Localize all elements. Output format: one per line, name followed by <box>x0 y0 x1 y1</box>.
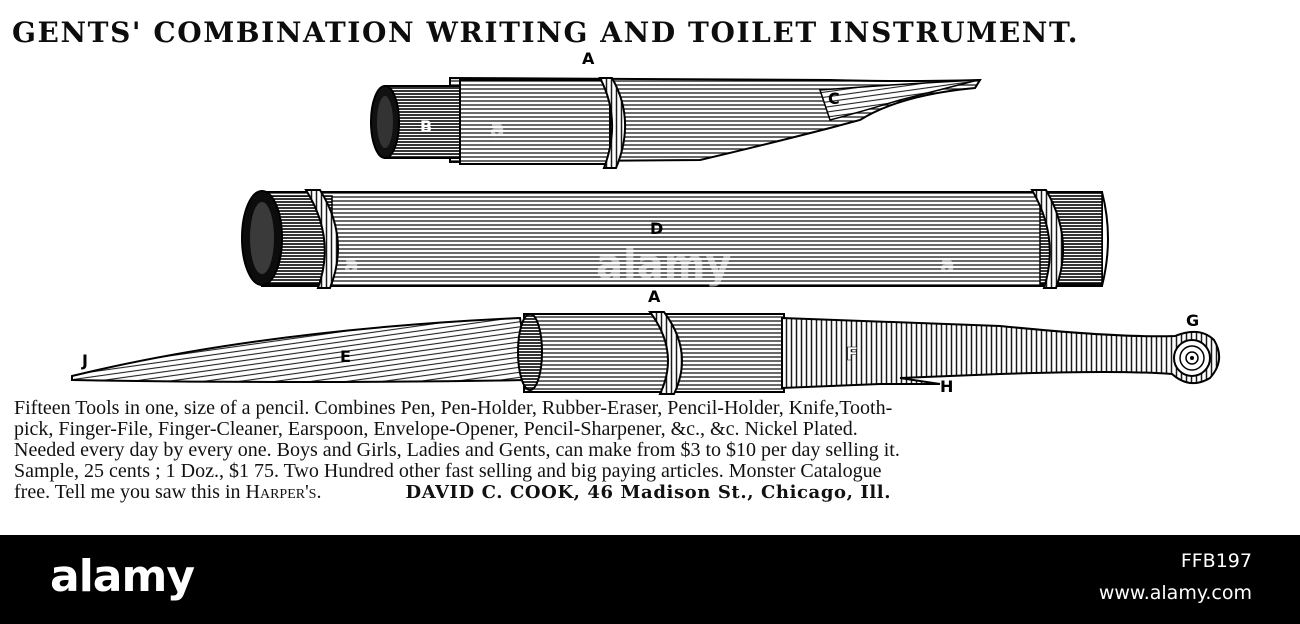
stock-footer-bar <box>0 535 1300 624</box>
label-a-bottom: A <box>648 287 661 306</box>
watermark-mark: a <box>344 253 359 278</box>
image-id: FFB197 <box>1180 550 1252 572</box>
label-g: G <box>1186 311 1200 330</box>
label-b: B <box>420 117 433 136</box>
label-j: J <box>82 351 88 370</box>
ad-title: GENTS' COMBINATION WRITING AND TOILET INSTRUMENT. <box>12 16 1080 49</box>
label-f: F <box>846 344 859 365</box>
body-line <box>14 482 1290 503</box>
site-url: www.alamy.com <box>1098 582 1252 604</box>
label-e: E <box>340 347 351 366</box>
watermark-mark: a <box>940 253 955 278</box>
watermark: alamy <box>596 242 732 288</box>
harpers-reference: Harper's. <box>245 481 322 503</box>
body-line: Fifteen Tools in one, size of a pencil. Combines Pen, Pen-Holder, Rubber-Eraser, Pencil-Holder, Knife,Tooth- <box>14 397 893 419</box>
watermark-mark: a <box>490 117 505 142</box>
label-h: H <box>940 377 954 396</box>
advertiser-signature: DAVID C. COOK, 46 Madison St., Chicago, Ill. <box>405 482 892 503</box>
label-d: D <box>650 219 664 238</box>
alamy-logo: alamy <box>50 551 194 602</box>
body-line: Sample, 25 cents ; 1 Doz., $1 75. Two Hundred other fast selling and big paying articles. Monster Catalogue <box>14 460 882 482</box>
body-line-start: free. Tell me you saw this in <box>14 481 246 503</box>
pen-holder-drawing <box>371 78 980 168</box>
label-c: C <box>828 89 840 108</box>
body-line: Needed every day by every one. Boys and Girls, Ladies and Gents, can make from $3 to $10 per day selling it. <box>14 439 900 461</box>
instrument-illustration <box>0 49 1300 400</box>
ad-body-text <box>14 398 1290 503</box>
label-a-top: A <box>582 49 595 68</box>
body-line: pick, Finger-File, Finger-Cleaner, Earspoon, Envelope-Opener, Pencil-Sharpener, &c., &c. Nickel Plated. <box>14 418 858 440</box>
assembled-tool-drawing <box>72 312 1219 394</box>
